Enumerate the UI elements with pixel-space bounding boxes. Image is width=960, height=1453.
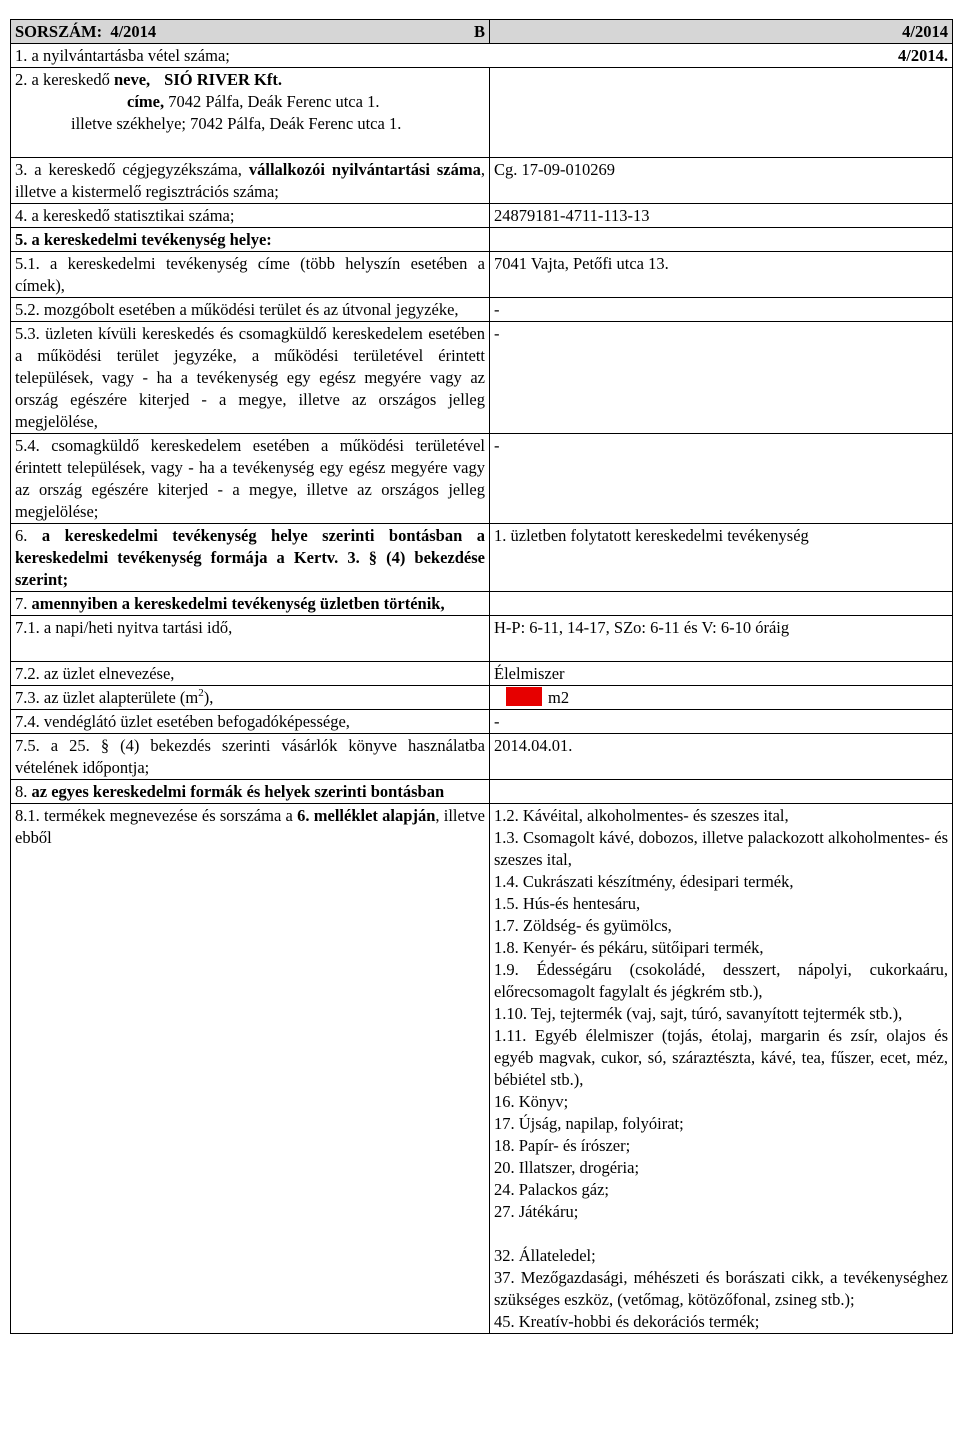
mail-order-label: 5.4. csomagküldő kereskedelem esetében a működési területével érintett települések, vagy - ha a tevékenység egy egész megyére vagy az ország egészére kiterjed - a megye, illetve az országos jelleg megjelölése; [11,434,490,524]
mail-order-value: - [490,434,953,524]
trader-seat-line: illetve székhelye; 7042 Pálfa, Deák Ferenc utca 1. [71,114,402,133]
trader-name-cell [11,68,490,158]
paragraph-sign: § [368,548,378,567]
registration-number-value: 4/2014. [898,46,948,65]
row-complaint-book [11,734,953,780]
row-activity-place [11,228,953,252]
products-list [490,804,953,1334]
shop-section-label: 7. amennyiben a kereskedelmi tevékenység üzletben történik, [11,592,490,616]
product-item: 1.2. Kávéital, alkoholmentes- és szeszes ital, [494,806,789,825]
row-registration-number [11,44,953,68]
row-trader-name [11,68,953,158]
company-reg-label: 3. a kereskedő cégjegyzékszáma, vállalkozói nyilvántartási száma, illetve a kistermelő regisztrációs száma; [11,158,490,204]
row-products [11,804,953,1334]
mobile-shop-value: - [490,298,953,322]
product-item: 18. Papír- és írószer; [494,1136,631,1155]
trader-name-line: 2. a kereskedő neve, SIÓ RIVER Kft. [15,70,282,89]
product-item: 1.3. Csomagolt kávé, dobozos, illetve palackozott alkoholmentes- és szeszes ital, [494,828,948,869]
opening-hours-value: H-P: 6-11, 14-17, SZo: 6-11 és V: 6-10 óráig [490,616,953,662]
form-table [10,19,953,1334]
trader-name: SIÓ RIVER Kft. [164,70,282,89]
header-letter: B [473,22,485,41]
shop-area-value: m2 [490,686,953,710]
trader-name-right [490,68,953,158]
row-mail-order [11,434,953,524]
activity-form-value: 1. üzletben folytatott kereskedelmi tevékenység [490,524,953,592]
product-item: 37. Mezőgazdasági, méhészeti és borászati cikk, a tevékenységhez szükséges eszköz, (vetőmag, kötözőfonal, zsineg stb.); [494,1268,948,1309]
registration-number-label: 1. a nyilvántartásba vétel száma; [15,46,230,65]
products-label: 8.1. termékek megnevezése és sorszáma a 6. melléklet alapján, illetve ebből [11,804,490,1334]
trader-address-line: címe, 7042 Pálfa, Deák Ferenc utca 1. [127,92,380,111]
product-item: 1.8. Kenyér- és pékáru, sütőipari termék, [494,938,764,957]
header-left [11,20,490,44]
mobile-shop-label: 5.2. mozgóbolt esetében a működési terület és az útvonal jegyzéke, [11,298,490,322]
header-number: 4/2014 [490,20,953,44]
shop-area-label: 7.3. az üzlet alapterülete $(m^2)$, [11,686,490,710]
row-company-reg [11,158,953,204]
complaint-book-value: 2014.04.01. [490,734,953,780]
complaint-book-label: 7.5. a 25. § (4) bekezdés szerinti vásárlók könyve használatba vételének időpontja; [11,734,490,780]
product-item: 27. Játékáru; [494,1202,579,1221]
capacity-label: 7.4. vendéglátó üzlet esetében befogadóképessége, [11,710,490,734]
activity-address-value: 7041 Vajta, Petőfi utca 13. [490,252,953,298]
product-item: 32. Állateledel; [494,1246,596,1265]
product-item: 24. Palackos gáz; [494,1180,610,1199]
stat-number-value: 24879181-4711-113-13 [490,204,953,228]
row-shop-name [11,662,953,686]
product-item [494,1223,948,1245]
product-item: 1.5. Hús-és hentesáru, [494,894,641,913]
registration-form [10,19,952,1334]
row-activity-address [11,252,953,298]
registration-number-cell [11,44,953,68]
row-mobile-shop [11,298,953,322]
product-item: 1.9. Édességáru (csokoládé, desszert, nápolyi, cukorkaáru, előrecsomagolt fagylalt és jégkrém stb.), [494,960,948,1001]
activity-place-label: 5. a kereskedelmi tevékenység helye: [11,228,490,252]
shop-name-value: Élelmiszer [490,662,953,686]
row-stat-number [11,204,953,228]
row-breakdown [11,780,953,804]
stat-number-label: 4. a kereskedő statisztikai száma; [11,204,490,228]
row-opening-hours [11,616,953,662]
product-item: 1.10. Tej, tejtermék (vaj, sajt, túró, savanyított tejtermék stb.), [494,1004,903,1023]
product-item: 45. Kreatív-hobbi és dekorációs termék; [494,1312,760,1331]
row-activity-form [11,524,953,592]
capacity-value: - [490,710,953,734]
product-item: 1.11. Egyéb élelmiszer (tojás, étolaj, margarin és zsír, olajos és egyéb magvak, cukor, só, száraztészta, kávé, tea, fűszer, ecet, méz, bébiétel stb.), [494,1026,948,1089]
row-capacity [11,710,953,734]
shop-name-label: 7.2. az üzlet elnevezése, [11,662,490,686]
header-row [11,20,953,44]
redacted-area-box [506,687,542,706]
off-shop-label: 5.3. üzleten kívüli kereskedés és csomagküldő kereskedelem esetében a működési terület jegyzéke, a működési területével érintett települések, vagy - ha a tevékenység egy egész megyére vagy az ország egészére kiterjed - a megye, illetve az országos jelleg megjelölése, [11,322,490,434]
company-reg-value: Cg. 17-09-010269 [490,158,953,204]
product-item: 1.4. Cukrászati készítmény, édesipari termék, [494,872,794,891]
product-item: 16. Könyv; [494,1092,569,1111]
product-item: 1.7. Zöldség- és gyümölcs, [494,916,672,935]
row-shop-area [11,686,953,710]
breakdown-label: 8. az egyes kereskedelmi formák és helyek szerinti bontásban [11,780,490,804]
off-shop-value: - [490,322,953,434]
opening-hours-label: 7.1. a napi/heti nyitva tartási idő, [11,616,490,662]
activity-address-label: 5.1. a kereskedelmi tevékenység címe (több helyszín esetében a címek), [11,252,490,298]
header-title: SORSZÁM: 4/2014 [15,22,157,41]
activity-form-label: 6. a kereskedelmi tevékenység helye szerinti bontásban a kereskedelmi tevékenység formája a Kertv. 3. § (4) bekezdése szerint; [11,524,490,592]
paragraph-sign-2: § [100,736,110,755]
product-item: 17. Újság, napilap, folyóirat; [494,1114,684,1133]
row-shop-section [11,592,953,616]
row-off-shop [11,322,953,434]
product-item: 20. Illatszer, drogéria; [494,1158,640,1177]
